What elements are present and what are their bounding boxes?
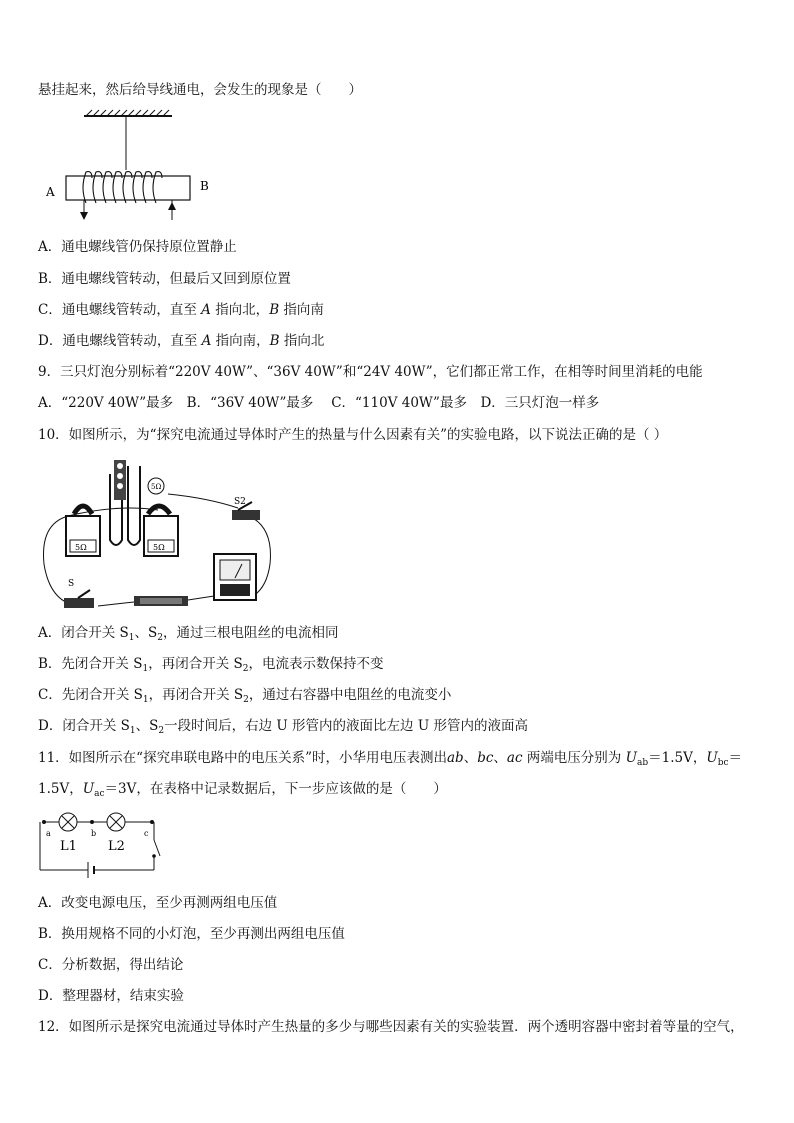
- q10-option-a: [38, 624, 339, 642]
- q10-optb-t2: ，再闭合开关 S: [148, 656, 243, 672]
- q11-sep1: 、: [463, 750, 478, 766]
- q8-option-b: B．通电螺线管转动，但最后又回到原位置: [38, 271, 291, 287]
- q10-s2-label: S2: [234, 497, 246, 507]
- q8-optc-a: A: [201, 302, 211, 318]
- q11-l1b: 两端电压分别为: [522, 750, 626, 766]
- q10-optb-sub2: 2: [242, 664, 249, 674]
- q10-optc-sub1: 1: [142, 695, 149, 705]
- q11-u1: U: [625, 750, 637, 766]
- q8-optd-end: 指向北: [283, 333, 325, 349]
- q8-label-b: B: [200, 179, 209, 193]
- q11-v1: ＝1.5V，: [648, 750, 707, 766]
- q8-optd-a: A: [201, 333, 212, 349]
- q8-optc-mid: 指向北，: [215, 302, 270, 318]
- q11-sep2: 、: [493, 750, 507, 766]
- q8-optc-prefix: C．通电螺线管转动，直至: [38, 302, 197, 318]
- q11-stem-line1: [38, 749, 742, 767]
- q11-node-a: a: [46, 829, 51, 838]
- q8-label-a: A: [46, 185, 55, 199]
- q10-optd-t2: 、S: [135, 718, 159, 734]
- q11-option-b: B．换用规格不同的小灯泡，至少再测出两组电压值: [38, 926, 345, 942]
- q10-opta-sub2: 2: [157, 633, 164, 643]
- q8-solenoid-figure: [40, 108, 220, 228]
- q11-ac: ac: [506, 750, 523, 766]
- q11-bc: bc: [477, 750, 494, 766]
- q10-optb-sub1: 1: [142, 664, 149, 674]
- q12-stem: 12．如图所示是探究电流通过导体时产生热量的多少与哪些因素有关的实验装置．两个透明容器中密封着等量的空气，: [38, 1019, 744, 1035]
- q11-option-d: D．整理器材，结束实验: [38, 988, 184, 1004]
- q10-optb-t3: ，电流表示数保持不变: [248, 656, 384, 672]
- q10-opta-t3: ，通过三根电阻丝的电流相同: [163, 625, 339, 641]
- q10-option-c: [38, 686, 451, 704]
- q10-optc-t2: ，再闭合开关 S: [148, 687, 244, 703]
- q11-stem-line2: [38, 780, 447, 798]
- q10-option-b: [38, 655, 383, 673]
- q8-option-a: A．通电螺线管仍保持原位置静止: [38, 239, 237, 255]
- q10-opta-t2: 、S: [134, 625, 158, 641]
- q10-optb-t1: B．先闭合开关 S: [38, 656, 143, 672]
- q10-option-d: [38, 717, 528, 735]
- q11-v2: ＝: [728, 750, 743, 766]
- q8-option-c: [38, 301, 324, 319]
- q10-optc-t3: ，通过右容器中电阻丝的电流变小: [248, 687, 452, 703]
- q11-node-c: c: [144, 829, 149, 838]
- q10-optc-t1: C．先闭合开关 S: [38, 687, 143, 703]
- q10-circuit-figure: [38, 454, 278, 614]
- q11-u2: U: [706, 750, 718, 766]
- q11-option-a: A．改变电源电压，至少再测两组电压值: [38, 895, 278, 911]
- q8-option-d: [38, 332, 324, 350]
- q10-optc-sub2: 2: [243, 695, 249, 705]
- q11-l1-label: L1: [60, 839, 77, 854]
- q10-r1-label: 5Ω: [75, 543, 87, 552]
- q9-options: A．“220V 40W”最多 B．“36V 40W”最多 C．“110V 40W”最多 D．三只灯泡一样多: [38, 395, 600, 411]
- q10-stem: 10．如图所示，为“探究电流通过导体时产生的热量与什么因素有关”的实验电路，以下说法正确的是（ ）: [38, 427, 668, 443]
- q11-sub-ac: ac: [94, 789, 105, 799]
- q11-sub-bc: bc: [717, 758, 729, 768]
- q11-circuit-figure: [36, 812, 166, 882]
- q11-l1a: 11．如图所示在“探究串联电路中的电压关系”时，小华用电压表测出: [38, 750, 447, 766]
- q9-stem: 9．三只灯泡分别标着“220V 40W”、“36V 40W”和“24V 40W”，它们都正常工作，在相等时间里消耗的电能: [38, 364, 703, 380]
- q11-sub-ab: ab: [636, 758, 649, 768]
- q8-optc-end: 指向南: [283, 302, 324, 318]
- q10-optd-sub2: 2: [158, 726, 165, 736]
- q8-optd-mid: 指向南，: [215, 333, 270, 349]
- q10-optd-t3: 一段时间后，右边 U 形管内的液面比左边 U 形管内的液面高: [164, 718, 529, 734]
- q8-optd-prefix: D．通电螺线管转动，直至: [38, 333, 198, 349]
- q11-l2-label: L2: [108, 839, 125, 854]
- q8-optd-b: B: [269, 333, 280, 349]
- q11-option-c: C．分析数据，得出结论: [38, 957, 184, 973]
- q11-l2b: ＝3V，在表格中记录数据后，下一步应该做的是（ ）: [104, 781, 447, 797]
- q8-stem-tail: 悬挂起来，然后给导线通电，会发生的现象是（ ）: [38, 82, 362, 98]
- q10-opta-sub1: 1: [128, 633, 135, 643]
- q8-optc-b: B: [269, 302, 280, 318]
- q10-r3-label: 5Ω: [151, 483, 162, 491]
- q11-l2a: 1.5V，: [38, 781, 83, 797]
- q10-optd-sub1: 1: [129, 726, 136, 736]
- q10-s-label: S: [68, 579, 75, 589]
- q11-u3: U: [82, 781, 95, 797]
- q11-ab: ab: [446, 750, 464, 766]
- q10-opta-t1: A．闭合开关 S: [38, 625, 129, 641]
- q10-optd-t1: D．闭合开关 S: [38, 718, 130, 734]
- q11-node-b: b: [91, 829, 97, 838]
- q10-r2-label: 5Ω: [153, 543, 165, 552]
